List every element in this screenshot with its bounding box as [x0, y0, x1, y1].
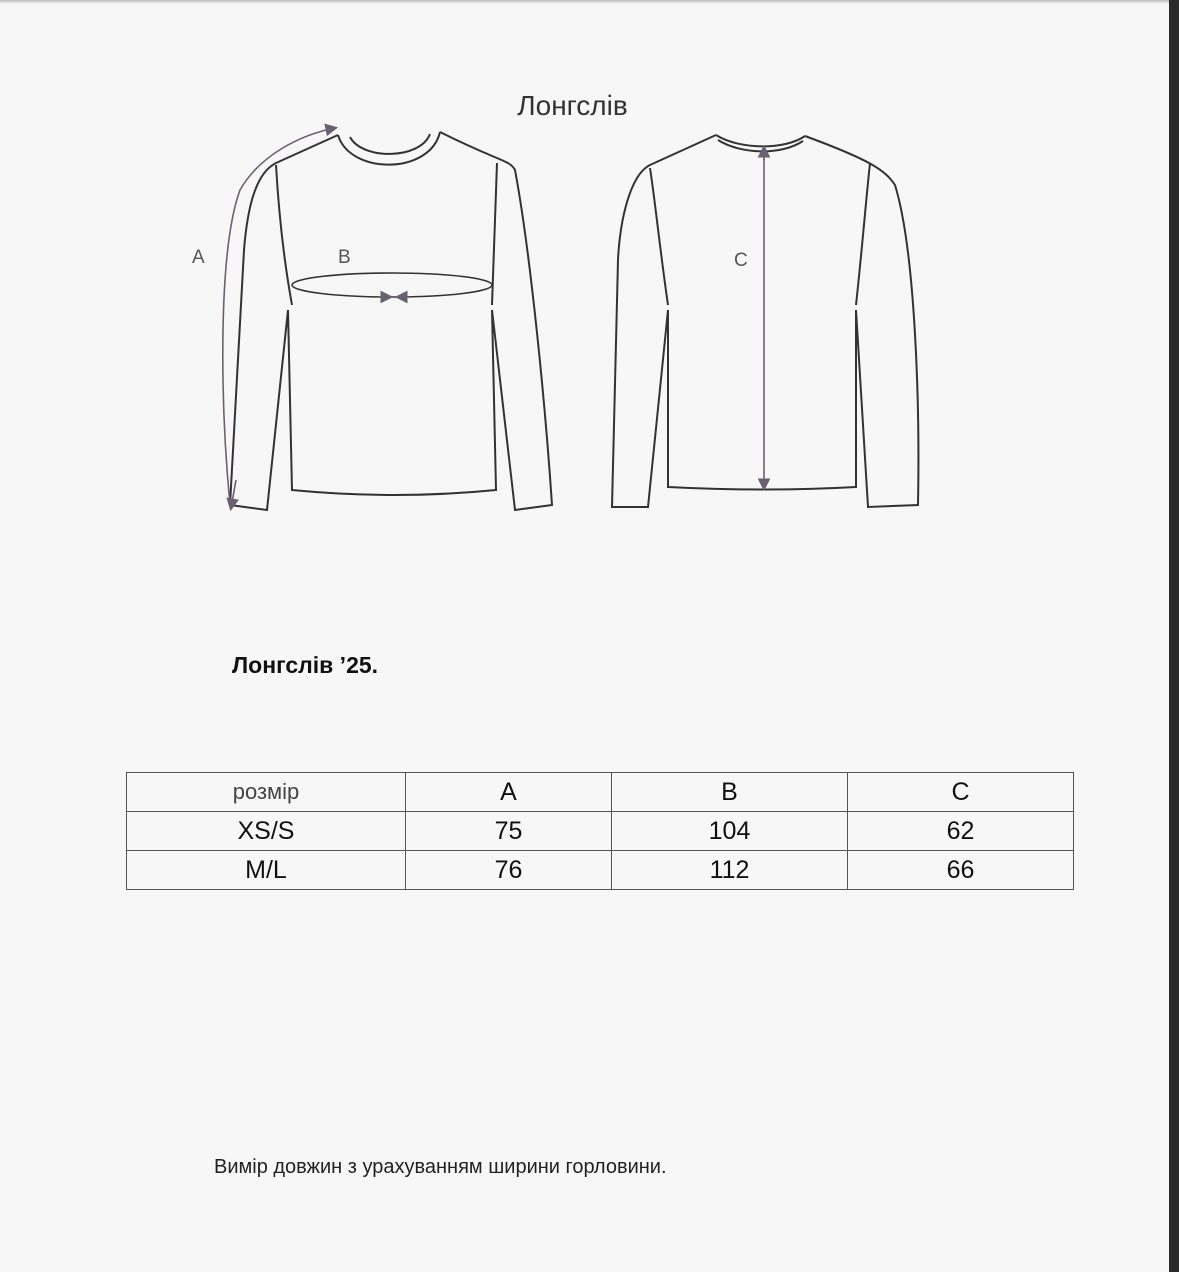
measurement-note: Вимір довжин з урахуванням ширини горловини. — [214, 1156, 667, 1178]
cell-size: M/L — [127, 851, 406, 890]
table-header-row — [127, 773, 1074, 812]
cell-c: 62 — [848, 812, 1074, 851]
header-b: B — [612, 773, 848, 812]
size-table — [126, 772, 1074, 890]
label-a: A — [192, 247, 205, 268]
back-garment-sketch — [612, 135, 918, 507]
label-b: B — [338, 247, 351, 268]
cell-b: 112 — [612, 851, 848, 890]
header-a: A — [406, 773, 612, 812]
header-size: розмір — [127, 773, 406, 812]
cell-a: 75 — [406, 812, 612, 851]
cell-c: 66 — [848, 851, 1074, 890]
cell-a: 76 — [406, 851, 612, 890]
front-garment-sketch — [230, 132, 552, 510]
label-c: C — [734, 250, 748, 271]
table-row — [127, 812, 1074, 851]
table-row — [127, 851, 1074, 890]
cell-size: XS/S — [127, 812, 406, 851]
longsleeve-diagram — [0, 0, 1179, 560]
header-c: C — [848, 773, 1074, 812]
diagram-title: Лонгслів — [517, 90, 628, 121]
cell-b: 104 — [612, 812, 848, 851]
product-title: Лонгслів ’25. — [232, 652, 379, 678]
